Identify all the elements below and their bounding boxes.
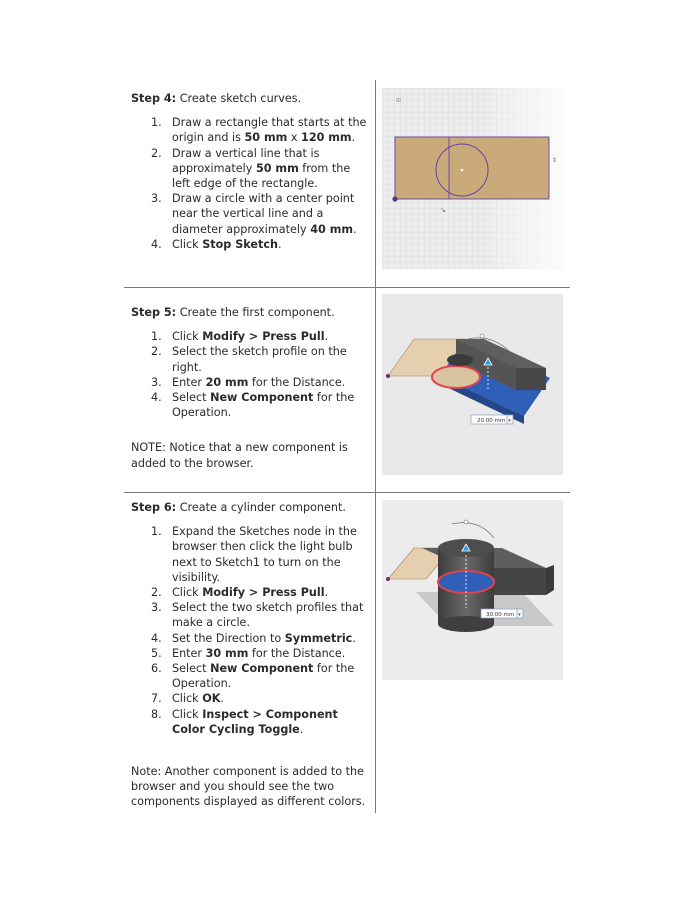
list-item [131, 344, 367, 374]
svg-text:⊞: ⊞ [396, 97, 402, 104]
list-item [131, 146, 367, 192]
text-run: for the Distance. [248, 646, 346, 660]
text-run: Click [172, 707, 203, 721]
text-run: . [353, 222, 357, 236]
step-6-screenshot [382, 500, 563, 680]
list-number: 4. [151, 237, 162, 251]
step-6-title: Step 6: Create a cylinder component. [131, 501, 346, 514]
bold-text: New Component [210, 391, 314, 405]
text-run: Select [172, 662, 211, 676]
text-run: Select the two sketch profiles that make a circle. [172, 601, 364, 630]
text-run: Set the Direction to [172, 631, 285, 645]
list-number: 5. [151, 646, 162, 660]
svg-text:↘: ↘ [440, 206, 446, 214]
text-run: Draw a circle with a center point near the vertical line and a diameter approximately [172, 192, 355, 236]
list-number: 3. [151, 192, 162, 206]
list-number: 1. [151, 330, 162, 344]
row-divider-1 [124, 287, 570, 288]
list-number: 1. [151, 525, 162, 539]
bold-text: Modify > Press Pull [202, 330, 325, 344]
text-run: Click [172, 692, 203, 706]
text-run: Expand the Sketches node in the browser then click the light bulb next to Sketch1 to turn on the visibility. [172, 525, 357, 584]
list-item [131, 707, 367, 737]
svg-text:▾: ▾ [508, 418, 511, 424]
text-run: . [324, 330, 329, 344]
distance-value: 20.00 mm [477, 418, 506, 424]
distance-value: 30.00 mm [486, 612, 515, 618]
step-4-list [131, 115, 367, 252]
text-run: . [299, 722, 304, 736]
list-item [131, 661, 367, 691]
step-5-title: Step 5: Create the first component. [131, 306, 335, 319]
step-4-screenshot [382, 88, 563, 269]
list-item [131, 585, 367, 600]
bold-text: 20 mm [205, 375, 249, 389]
list-number: 3. [151, 375, 162, 389]
svg-text:↕: ↕ [552, 157, 558, 164]
list-item [131, 646, 367, 661]
text-run: Click [172, 586, 203, 600]
list-number: 2. [151, 586, 162, 600]
text-run: Draw a vertical line that is approximately [172, 146, 320, 175]
bold-text: 50 mm [255, 161, 299, 175]
step-5-list [131, 329, 367, 420]
bold-text: 40 mm [310, 222, 354, 236]
text-run: Enter [172, 646, 206, 660]
list-item [131, 631, 367, 646]
list-number: 7. [151, 692, 162, 706]
list-number: 1. [151, 116, 162, 130]
list-item [131, 600, 367, 630]
text-run: . [352, 631, 356, 645]
text-run: x [287, 131, 302, 145]
list-number: 2. [151, 345, 162, 359]
text-run: for the Operation. [172, 391, 355, 420]
step-6-list [131, 524, 367, 737]
step-4-cell [131, 91, 367, 252]
list-item [131, 524, 367, 585]
bold-text: 120 mm [301, 131, 352, 145]
origin-point [392, 196, 397, 201]
bold-text: 30 mm [205, 646, 249, 660]
list-number: 4. [151, 631, 162, 645]
list-number: 8. [151, 707, 162, 721]
row-divider-2 [124, 492, 570, 493]
step-6-cell [131, 500, 367, 821]
text-run: Click [172, 237, 203, 251]
svg-text:▾: ▾ [518, 612, 521, 618]
text-run: . [220, 692, 224, 706]
list-number: 4. [151, 391, 162, 405]
highlighted-circle-profile [438, 571, 494, 593]
text-run: Click [172, 330, 203, 344]
highlighted-circle-profile [432, 366, 480, 388]
text-run: Select the sketch profile on the right. [172, 345, 347, 374]
bold-text: New Component [210, 662, 314, 676]
text-run: . [324, 586, 329, 600]
bold-text: OK [202, 692, 221, 706]
bold-text: 50 mm [244, 131, 288, 145]
text-run: from the left edge of the rectangle. [172, 161, 351, 191]
text-run: for the Operation. [172, 662, 355, 691]
list-item [131, 237, 367, 252]
step-5-screenshot [382, 294, 563, 475]
bold-text: Inspect > Component Color Cycling Toggle [172, 707, 338, 736]
list-item [131, 329, 367, 344]
list-item [131, 191, 367, 237]
text-run: Enter [172, 375, 206, 389]
list-item [131, 390, 367, 420]
step-4-title: Step 4: Create sketch curves. [131, 92, 302, 105]
text-run: . [351, 131, 356, 145]
list-item [131, 375, 367, 390]
step-6-note: Note: Another component is added to the browser and you should see the two components displayed as different colors. [131, 765, 366, 809]
list-number: 3. [151, 601, 162, 615]
text-run: Draw a rectangle that starts at the origin and is [172, 116, 367, 145]
list-item [131, 691, 367, 706]
column-divider [375, 80, 376, 813]
text-run: . [277, 237, 282, 251]
text-run: for the Distance. [248, 375, 346, 389]
list-item [131, 115, 367, 145]
step-5-cell [131, 305, 367, 482]
bold-text: Symmetric [284, 631, 353, 645]
list-number: 2. [151, 146, 162, 160]
bold-text: Stop Sketch [202, 237, 278, 251]
text-run: Select [172, 391, 211, 405]
list-number: 6. [151, 662, 162, 676]
bold-text: Modify > Press Pull [202, 586, 325, 600]
step-5-note: NOTE: Notice that a new component is added to the browser. [131, 441, 348, 470]
